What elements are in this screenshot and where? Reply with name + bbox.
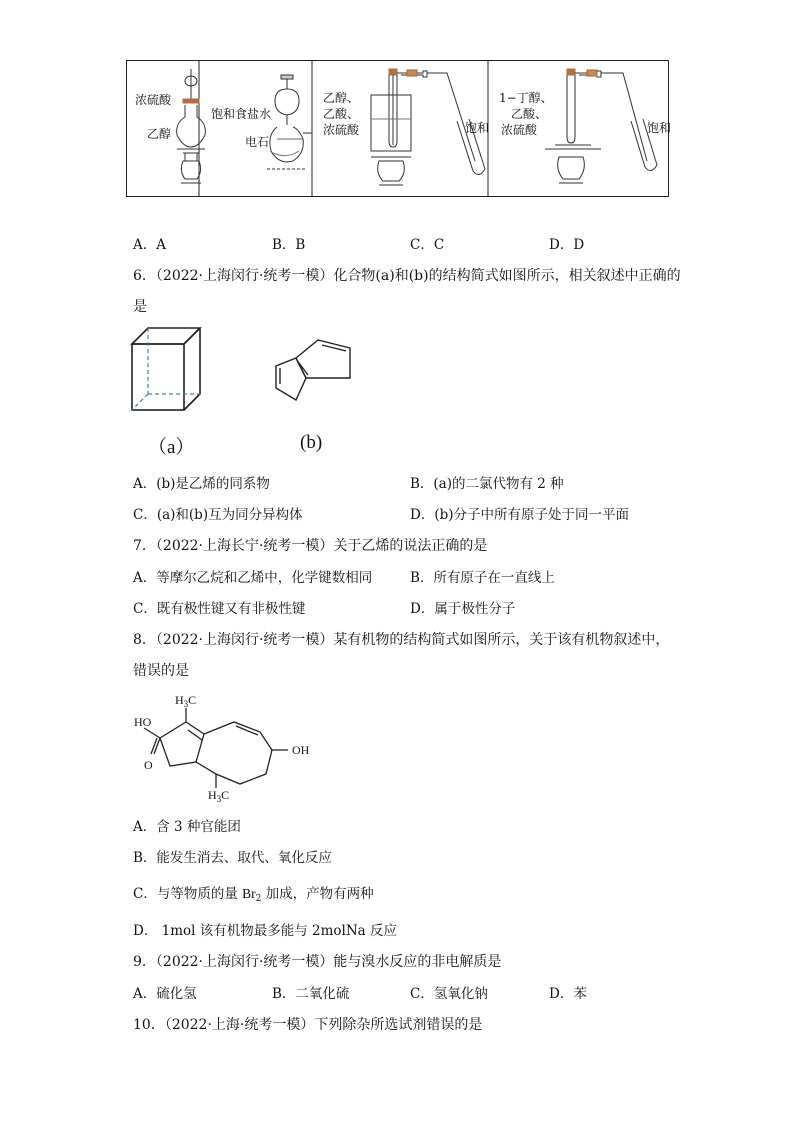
q8-stem-line2: 错误的是 bbox=[133, 663, 189, 679]
apparatus-drawing bbox=[127, 61, 668, 196]
q7-option-d: D．属于极性分子 bbox=[410, 601, 516, 617]
label-p4-sulfuric: 浓硫酸 bbox=[501, 123, 538, 137]
q6-option-c: C．(a)和(b)互为同分异构体 bbox=[133, 507, 303, 523]
q9-option-c: C．氢氧化钠 bbox=[410, 986, 488, 1002]
q5-option-a: A．A bbox=[133, 237, 166, 253]
q6-fig-a-caption: （a） bbox=[148, 437, 195, 458]
q6-option-b: B．(a)的二氯代物有 2 种 bbox=[410, 476, 564, 492]
label-p3-acetic: 乙酸、 bbox=[323, 107, 360, 121]
q8-stem-line1: 8．（2022·上海闵行·统考一模）某有机物的结构简式如图所示，关于该有机物叙述中， bbox=[133, 632, 670, 648]
q10-stem: 10．（2022·上海·统考一模）下列除杂所选试剂错误的是 bbox=[133, 1017, 483, 1033]
label-calcium-carbide: 电石 bbox=[245, 135, 270, 149]
q7-option-a: A．等摩尔乙烷和乙烯中，化学键数相同 bbox=[133, 570, 373, 586]
q5-option-d: D．D bbox=[549, 237, 585, 253]
q6-fig-b-caption: (b) bbox=[300, 432, 323, 453]
label-p3-sulfuric: 浓硫酸 bbox=[323, 123, 360, 137]
q8-option-a: A．含 3 种官能团 bbox=[133, 819, 241, 835]
q8-ch3-top: $H_3C$ bbox=[175, 693, 197, 709]
q8-option-d: D． 1mol 该有机物最多能与 2molNa 反应 bbox=[133, 923, 398, 939]
label-ethanol: 乙醇 bbox=[147, 127, 172, 141]
label-p4-acetic: 乙酸、 bbox=[511, 107, 548, 121]
q8-ho-label: HO bbox=[134, 715, 152, 729]
q9-option-d: D．苯 bbox=[549, 986, 587, 1002]
q8-oh-label: OH bbox=[292, 743, 310, 757]
q5-option-b: B．B bbox=[272, 237, 306, 253]
q7-stem: 7．（2022·上海长宁·统考一模）关于乙烯的说法正确的是 bbox=[133, 538, 488, 554]
q8-option-c: C．与等物质的量 $Br_2$ 加成，产物有两种 bbox=[133, 886, 374, 904]
q7-option-c: C．既有极性键又有非极性键 bbox=[133, 601, 306, 617]
q6-stem-line2: 是 bbox=[133, 299, 147, 315]
apparatus-figure bbox=[126, 60, 672, 197]
q8-option-b: B．能发生消去、取代、氧化反应 bbox=[133, 850, 332, 866]
q6-option-a: A．(b)是乙烯的同系物 bbox=[133, 476, 270, 492]
label-conc-sulfuric: 浓硫酸 bbox=[135, 93, 172, 107]
label-p4-saturated: 饱和 bbox=[647, 121, 672, 135]
label-saturated-brine: 饱和食盐水 bbox=[211, 107, 272, 121]
q5-option-c: C．C bbox=[410, 237, 445, 253]
q6-stem-line1: 6．（2022·上海闵行·统考一模）化合物(a)和(b)的结构简式如图所示，相关叙述中正确的 bbox=[133, 268, 681, 284]
q8-ch3-bottom: $H_3C$ bbox=[208, 788, 230, 804]
label-p3-ethanol: 乙醇、 bbox=[323, 91, 360, 105]
label-p4-butanol: 1−丁醇、 bbox=[499, 91, 553, 105]
q8-o-label: O bbox=[144, 758, 153, 772]
q9-option-a: A．硫化氢 bbox=[133, 986, 197, 1002]
q6-option-d: D．(b)分子中所有原子处于同一平面 bbox=[410, 507, 629, 523]
q9-stem: 9．（2022·上海闵行·统考一模）能与溴水反应的非电解质是 bbox=[133, 954, 502, 970]
q6-structures bbox=[128, 326, 368, 414]
q9-option-b: B．二氧化硫 bbox=[272, 986, 350, 1002]
label-p3-saturated: 饱和 bbox=[465, 121, 490, 135]
q7-option-b: B．所有原子在一直线上 bbox=[410, 570, 555, 586]
